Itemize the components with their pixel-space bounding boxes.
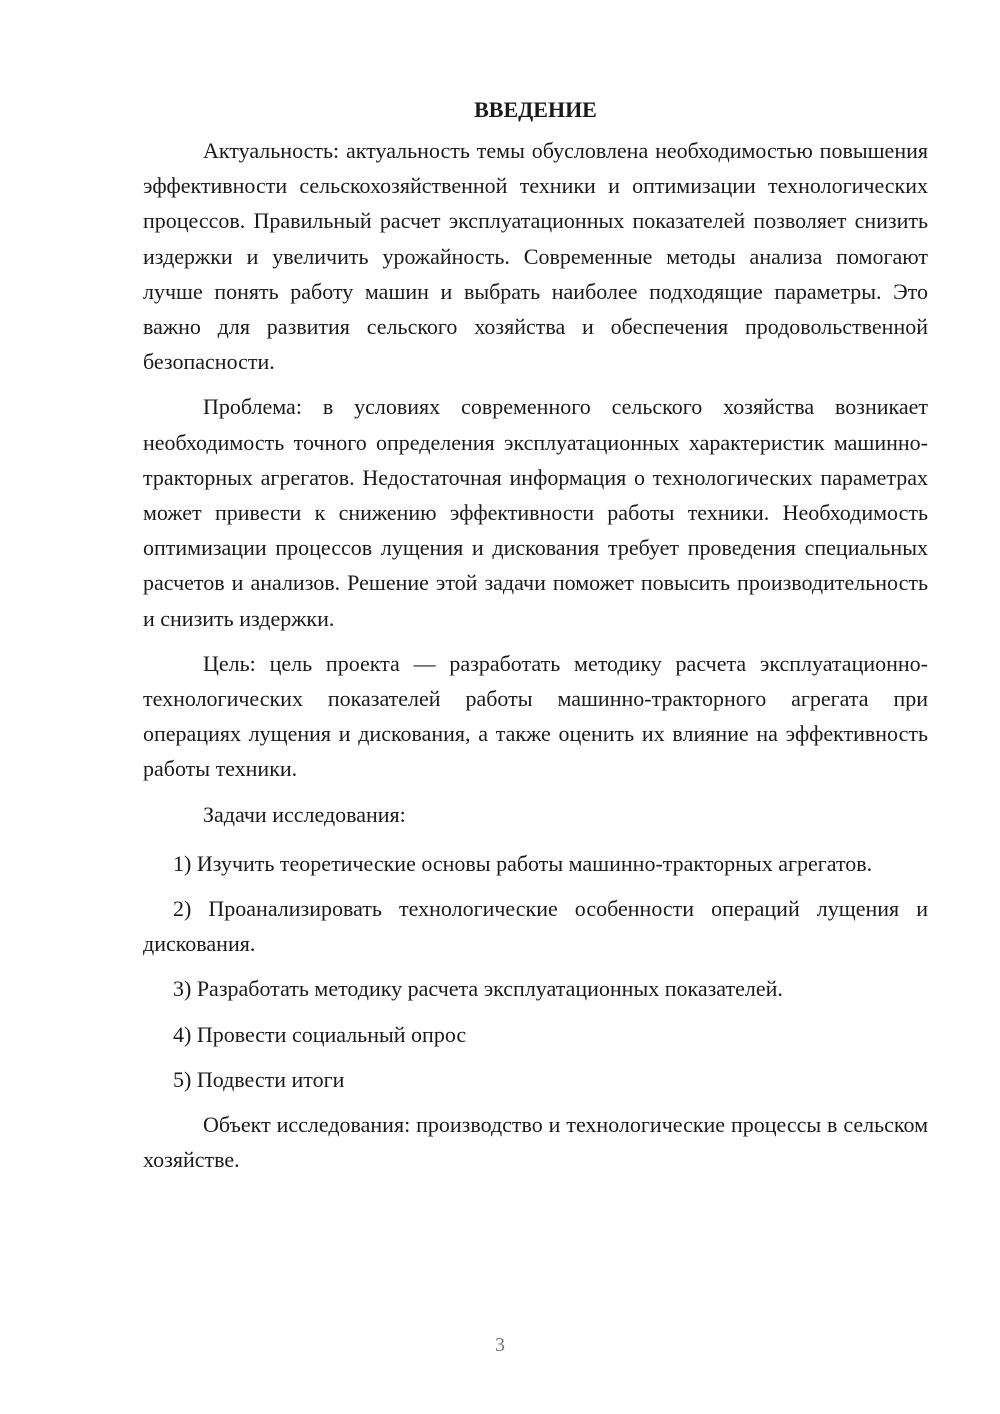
task-item-1: 1) Изучить теоретические основы работы машинно-тракторных агрегатов.: [173, 850, 873, 876]
tasks-title: Задачи исследования:: [203, 801, 406, 827]
task-item-2: 2) Проанализировать технологические особенности операций лущения и дискования.: [143, 896, 928, 957]
task-item-4: 4) Провести социальный опрос: [173, 1021, 467, 1047]
document-page: [143, 92, 928, 1187]
task-item-5: 5) Подвести итоги: [173, 1066, 345, 1092]
section-heading: ВВЕДЕНИЕ: [474, 97, 597, 122]
task-item-3: 3) Разработать методику расчета эксплуатационных показателей.: [173, 976, 783, 1002]
paragraph-relevance: Актуальность: актуальность темы обусловлена необходимостью повышения эффективности сельскохозяйственной техники и оптимизации технологических процессов. Правильный расчет эксплуатационных показателей позволяет снизить издержки и увеличить урожайность. Современные методы анализа помогают лучше понять работу машин и выбрать наиболее подходящие параметры. Это важно для развития сельского хозяйства и обеспечения продовольственной безопасности.: [143, 138, 928, 375]
page-number: 3: [495, 1334, 505, 1356]
paragraph-problem: Проблема: в условиях современного сельского хозяйства возникает необходимость точного определения эксплуатационных характеристик машинно-тракторных агрегатов. Недостаточная информация о технологических параметрах может привести к снижению эффективности работы техники. Необходимость оптимизации процессов лущения и дискования требует проведения специальных расчетов и анализов. Решение этой задачи поможет повысить производительность и снизить издержки.: [143, 394, 928, 631]
paragraph-object: Объект исследования: производство и технологические процессы в сельском хозяйстве.: [143, 1112, 928, 1173]
paragraph-goal: Цель: цель проекта — разработать методику расчета эксплуатационно-технологических показателей работы машинно-тракторного агрегата при операциях лущения и дискования, а также оценить их влияние на эффективность работы техники.: [143, 650, 928, 782]
